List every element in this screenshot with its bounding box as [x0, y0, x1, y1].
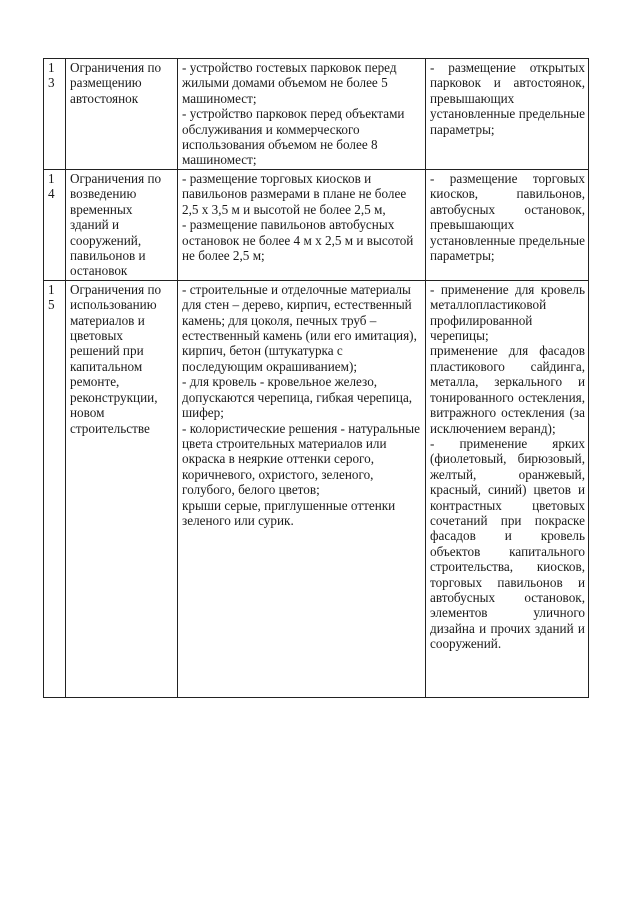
allowed-item: - колористические решения - натуральные цвета строительных материалов или окраска в неяркие оттенки серого, коричневого, охристого, зеленого, голубого, белого цветов; [182, 420, 420, 498]
row-number-digit: 3 [48, 75, 55, 90]
restriction-name: Ограничения по использованию материалов и цветовых решений при капитальном ремонте, реконструкции, новом строительстве [70, 281, 162, 436]
allowed-item: - строительные и отделочные материалы для стен – дерево, кирпич, естественный камень; для цоколя, печных труб – естественный камень (или его имитация), кирпич, бетон (штукатурка с последующим окрашиванием); [182, 281, 417, 374]
forbidden-item: - применение ярких (фиолетовый, бирюзовый, желтый, оранжевый, красный, синий) цветов и контрастных цветовых сочетаний при покраске фасадов и кровель объектов капитального строительства, киосков, торговых павильонов и автобусных остановок, элементов уличного дизайна и прочих зданий и сооружений. [430, 435, 585, 652]
forbidden-cell [426, 59, 589, 170]
allowed-item: - устройство гостевых парковок перед жилыми домами объемом не более 5 машиномест; [182, 60, 397, 106]
forbidden-item: - размещение открытых парковок и автостоянок, превышающих установленные предельные параметры; [430, 60, 585, 137]
forbidden-cell [426, 280, 589, 697]
allowed-cell [178, 280, 426, 697]
forbidden-item: применение для фасадов пластикового сайдинга, металла, зеркального и тонированного остекления, витражного остекления (за исключением веранд); [430, 343, 585, 436]
allowed-item: - для кровель - кровельное железо, допускаются черепица, гибкая черепица, шифер; [182, 374, 413, 421]
row-number-cell [44, 280, 66, 697]
restriction-name-cell [66, 170, 178, 281]
table-row [44, 59, 589, 170]
row-number-digit: 1 [48, 171, 55, 186]
restrictions-table [43, 58, 589, 698]
row-number-cell [44, 170, 66, 281]
restriction-name-cell [66, 59, 178, 170]
restriction-name: Ограничения по возведению временных зданий и сооружений, павильонов и остановок [70, 171, 162, 279]
forbidden-item: - размещение торговых киосков, павильонов, автобусных остановок, превышающих установленные предельные параметры; [430, 171, 585, 264]
row-number-digit: 1 [48, 60, 55, 75]
row-number-cell [44, 59, 66, 170]
allowed-item: - устройство парковок перед объектами обслуживания и коммерческого использования объемом не более 8 машиномест; [182, 106, 405, 168]
table-row [44, 170, 589, 281]
row-number-digit: 5 [48, 296, 55, 312]
restriction-name-cell [66, 280, 178, 697]
allowed-item: - размещение торговых киосков и павильонов размерами в плане не более 2,5 х 3,5 м и высотой не более 2,5 м, [182, 171, 407, 217]
forbidden-item: - применение для кровель металлопластиковой профилированной черепицы; [430, 281, 585, 344]
allowed-item: - размещение павильонов автобусных остановок не более 4 м х 2,5 м и высотой не более 2,5 м; [182, 217, 414, 264]
allowed-cell [178, 170, 426, 281]
allowed-cell [178, 59, 426, 170]
table-row [44, 280, 589, 697]
row-number-digit: 4 [48, 186, 55, 201]
restriction-name: Ограничения по размещению автостоянок [70, 60, 162, 106]
allowed-item: крыши серые, приглушенные оттенки зеленого или сурик. [182, 497, 396, 528]
row-number-digit: 1 [48, 281, 55, 297]
forbidden-cell [426, 170, 589, 281]
